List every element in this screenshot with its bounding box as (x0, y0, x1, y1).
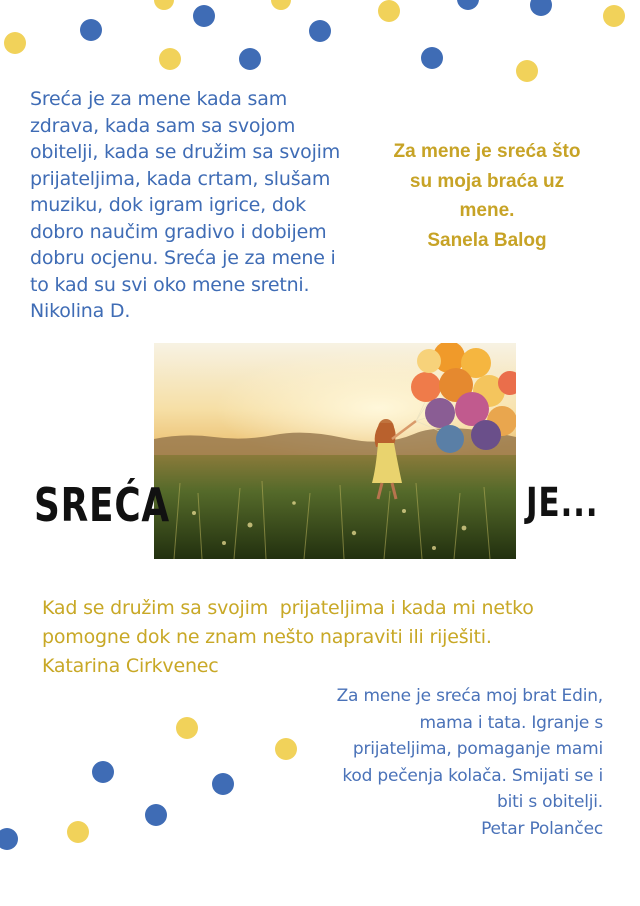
quote-line: zdrava, kada sam sa svojom (30, 114, 296, 137)
heading-word-je: JE... (526, 480, 599, 526)
decor-dot (275, 738, 297, 760)
decor-dot (92, 761, 114, 783)
decor-dot (159, 48, 181, 70)
decor-dot (516, 60, 538, 82)
quote-katarina (42, 594, 602, 681)
girl-with-balloons-photo (154, 343, 516, 559)
quote-petar (300, 683, 603, 842)
girl-with-balloons-in-field-photo (154, 343, 516, 559)
decor-dot (603, 5, 625, 27)
decor-dot (67, 821, 89, 843)
decor-dot (239, 48, 261, 70)
decor-dot (4, 32, 26, 54)
quote-line: mama i tata. Igranje s (419, 712, 603, 733)
decor-dot (176, 717, 198, 739)
quote-line: obitelji, kada se družim sa svojim (30, 141, 341, 163)
quote-line: Kad se družim sa svojim prijateljima i kada mi netko (42, 597, 534, 619)
decor-dot (0, 828, 18, 850)
quote-sanela (392, 137, 582, 255)
quote-line: Za mene je sreća što (393, 141, 581, 162)
quote-author: Katarina Cirkvenec (42, 655, 219, 677)
decor-dot (457, 0, 479, 10)
quote-line: kod pečenja kolača. Smijati se i (342, 765, 603, 786)
decor-dot (80, 19, 102, 41)
quote-line: mene. (459, 200, 515, 221)
quote-author: Petar Polančec (481, 818, 603, 839)
quote-line: prijateljima, pomaganje mami (352, 739, 603, 759)
decor-dot (309, 20, 331, 42)
quote-line: prijateljima, kada crtam, slušam (30, 167, 331, 190)
decor-dot (154, 0, 174, 10)
quote-line: dobru ocjenu. Sreća je za mene i (30, 247, 336, 269)
decor-dot (530, 0, 552, 16)
heading-word-sreca: SREĆA (34, 478, 170, 532)
quote-line: muziku, dok igram igrice, dok (30, 194, 306, 216)
decor-dot (421, 47, 443, 69)
decor-dot (145, 804, 167, 826)
quote-author: Nikolina D. (30, 300, 131, 322)
decor-dot (271, 0, 291, 10)
quote-line: Sreća je za mene kada sam (30, 88, 288, 110)
quote-line: pomogne dok ne znam nešto napraviti ili riješiti. (42, 626, 492, 648)
quote-nikolina (30, 86, 380, 325)
quote-line: biti s obitelji. (497, 792, 603, 812)
quote-line: to kad su svi oko mene sretni. (30, 273, 310, 296)
decor-dot (378, 0, 400, 22)
quote-author: Sanela Balog (427, 229, 547, 251)
quote-line: Za mene je sreća moj brat Edin, (336, 686, 603, 706)
quote-line: dobro naučim gradivo i dobijem (30, 220, 327, 243)
decor-dot (193, 5, 215, 27)
decor-dot (212, 773, 234, 795)
quote-line: su moja braća uz (409, 170, 565, 192)
